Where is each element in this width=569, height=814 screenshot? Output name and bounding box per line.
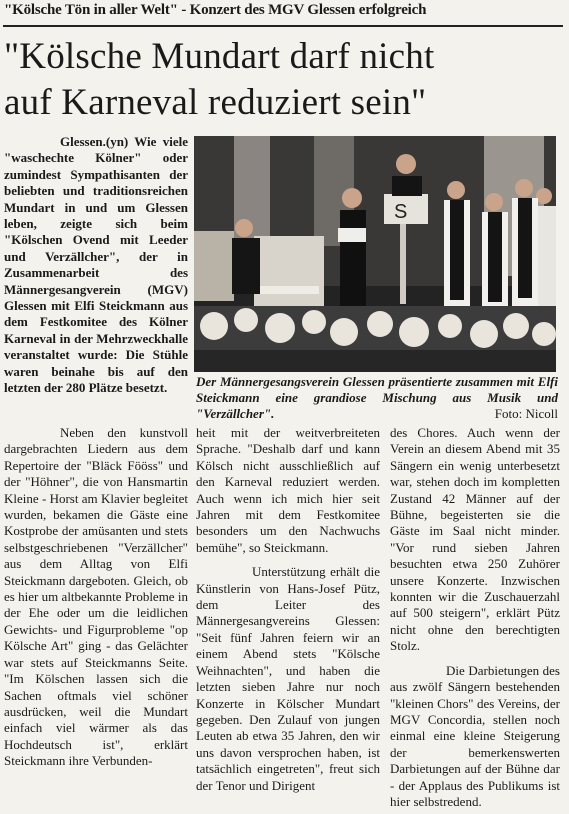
photo-caption: [196, 374, 558, 422]
headline-line-1: "Kölsche Mundart darf nicht: [4, 36, 435, 77]
concert-photo-illustration: [194, 136, 556, 372]
body-column-3: [390, 425, 560, 810]
headline-line-2: auf Karneval reduziert sein": [4, 82, 427, 123]
photo-credit: Foto: Nicoll: [494, 406, 558, 421]
lectern-sign-text: S: [394, 201, 408, 223]
caption-text: Der Männergesangsverein Glessen präsentierte zusammen mit Elfi Steickmann eine grandiose Mischung aus Musik und "Verzällcher".: [196, 374, 558, 421]
body-paragraph: heit mit der weitverbreiteten Sprache. "Deshalb darf und kann Kölsch nicht ausschließlich auf den Karneval reduziert werden. Auch wenn ich mich hier seit Jahren mit dem Festkomitee besonders um den Nachwuchs bemühe", so Steickmann.: [196, 425, 380, 555]
dateline: Glessen.(yn): [60, 134, 129, 149]
article-headline: [4, 34, 564, 126]
lead-paragraph: [4, 134, 188, 397]
body-paragraph: Die Darbietungen des aus zwölf Sängern bestehenden "kleinen Chors" des Vereins, der MGV Concordia, stellen noch einmal eine kleine Steigerung der bemerkenswerten Darbietungen auf der Bühne dar - der Applaus des Publikums ist hier selbstredend.: [390, 662, 560, 809]
article-kicker: "Kölsche Tön in aller Welt" - Konzert des MGV Glessen erfolgreich: [4, 2, 427, 18]
body-paragraph: Unterstützung erhält die Künstlerin von Hans-Josef Pütz, dem Leiter des Männergesangvereins Glessen: "Seit fünf Jahren feiern wir an einem Abend stets "Kölsche Weihnachten", und haben die letzten sieben Jahre nur noch Konzerte in Kölscher Mundart gegeben. Den Zulauf von jungen Leuten ab etwa 35 Jahren, den wir uns davon versprochen haben, ist tatsächlich eingetreten", freut sich der Tenor und Dirigent: [196, 564, 380, 793]
body-column-2: [196, 425, 380, 794]
lead-text: Wie viele "waschechte Kölner" oder zumindest Sympathisanten der beliebten und traditionsreichen Mundart in und um Glessen leben, zeigte sich beim "Kölschen Ovend mit Leeder und Verzällcher", der in Zusammenarbeit des Männergesangverein (MGV) Glessen mit Elfi Steickmann aus dem Festkomitee des Kölner Karneval in der Mehrzweckhalle veranstaltet wurde: Die Stühle waren beinahe bis auf den letzten der 280 Plätze besetzt.: [4, 134, 188, 396]
concert-photo: [194, 136, 556, 372]
body-paragraph: Neben den kunstvoll dargebrachten Liedern aus dem Repertoire der "Bläck Fööss" und der "Höhner", die von Hansmartin Kleine - Horst am Klavier begleitet wurden, bekamen die Gäste eine Kostprobe der amüsanten und stets selbstgeschriebenen "Verzällcher" aus dem Alltag von Elfi Steickmann dargeboten. Gleich, ob es hier um altbekannte Probleme in der Ehe oder um die leidlichen Gewichts- und Figurprobleme "op Kölsche Art" ging - das Gelächter war stets auf Steickmanns Seite. "Im Kölschen lassen sich die Sachen oftmals viel schöner ausdrücken, weil die Mundart einfach viel wärmer als das Hochdeutsch ist", erklärt Steickmann ihre Verbunden-: [4, 425, 188, 769]
kicker-rule: [3, 25, 563, 27]
body-column-1: [4, 425, 188, 770]
body-paragraph: des Chores. Auch wenn der Verein an diesem Abend mit 35 Sängern ein wenig unterbesetzt war, stehen doch im kompletten Zustand 42 Männer auf der Bühne, begeisterten sie die Gäste im Saal nicht minder. "Vor rund sieben Jahren besuchten etwa 250 Zuhörer unsere Konzerte. Inzwischen konnten wir die Zuschauerzahl auf 500 steigern", erklärt Pütz nicht ohne den berechtigten Stolz.: [390, 425, 560, 654]
